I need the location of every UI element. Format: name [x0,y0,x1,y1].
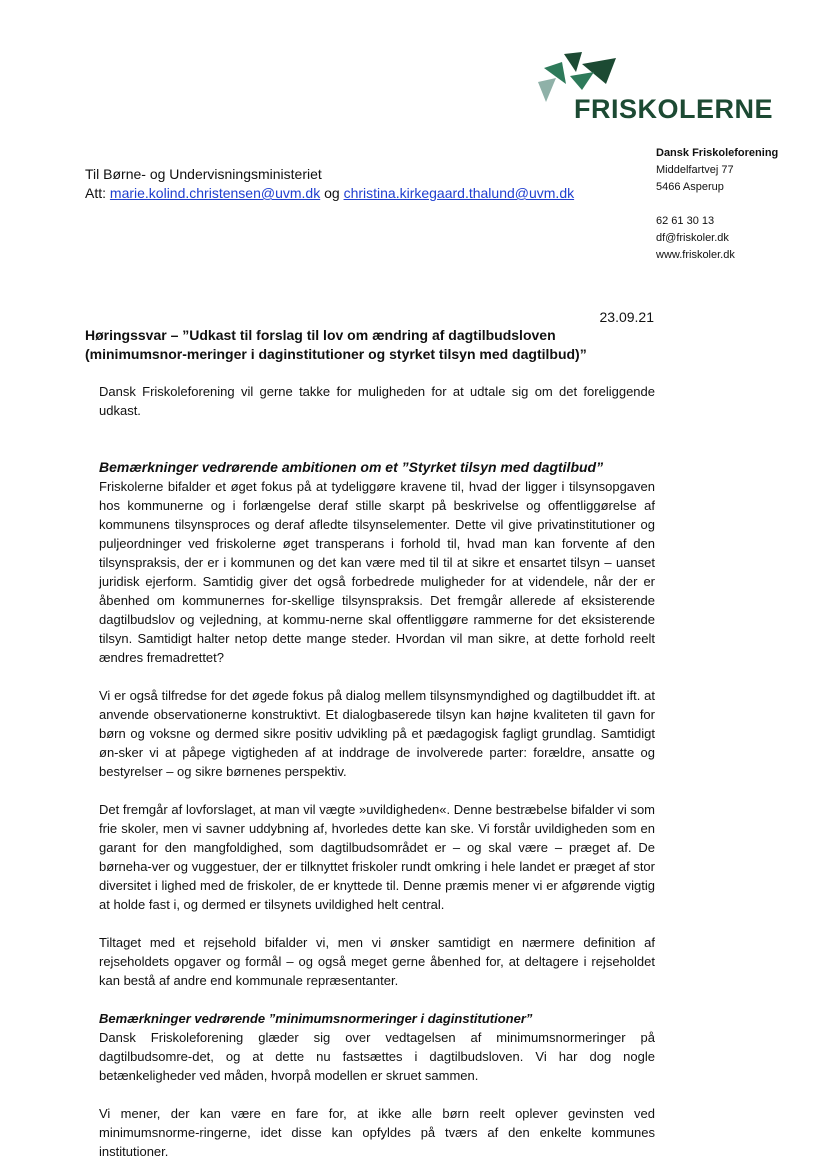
letter-date: 23.09.21 [599,309,654,325]
logo-wordmark: FRISKOLERNE [574,94,774,124]
letter-body [99,382,655,1161]
paragraph: Tiltaget med et rejsehold bifalder vi, men vi ønsker samtidigt en nærmere definition af rejseholdets opgaver og formål – og også meget gerne åbenhed for, at deltagere i rejseholdet kan bestå af andre end kommunale repræsentanter. [99,935,655,988]
att-conjunction: og [320,185,344,201]
intro-paragraph: Dansk Friskoleforening vil gerne takke for muligheden for at udtale sig om det foreliggende udkast. [99,384,655,418]
sender-phone: 62 61 30 13 [656,215,715,227]
friskolerne-logo [536,50,776,125]
sender-website: www.friskoler.dk [656,249,735,261]
section-heading-normeringer: Bemærkninger vedrørende ”minimumsnormeringer i daginstitutioner” [99,1011,533,1026]
recipient-ministry: Til Børne- og Undervisningsministeriet [85,166,322,182]
subject-heading: Høringssvar – ”Udkast til forslag til lov om ændring af dagtilbudsloven (minimumsnor-meringer i daginstitutioner og styrket tilsyn med dagtilbud)” [85,327,587,362]
section-heading-tilsyn: Bemærkninger vedrørende ambitionen om et ”Styrket tilsyn med dagtilbud” [99,459,604,475]
sender-address-street: Middelfartvej 77 [656,164,734,176]
paragraph: Det fremgår af lovforslaget, at man vil vægte »uvildigheden«. Denne bestræbelse bifalder vi som frie skoler, men vi savner uddybning af, hvorledes dette kan ske. Vi forstår uvildigheden som en garant for den mangfoldighed, som dagtilbudsområdet er – og skal være – præget af. De børneha-ver og vuggestuer, der er tilknyttet friskoler rundt omkring i hele landet er præget af stor diversitet i lighed med de friskoler, de er knyttede til. Denne præmis mener vi er afgørende vigtig at holde fast i, og dermed er tilsynets uvildighed helt central. [99,802,655,912]
recipient-att-line [85,184,574,203]
recipient-block [85,165,574,203]
paragraph: Dansk Friskoleforening glæder sig over vedtagelsen af minimumsnormeringer på dagtilbudsomre-det, og at dette nu fastsættes i dagtilbudsloven. Vi har dog nogle betænkeligheder ved måden, hvorpå modellen er skruet sammen. [99,1030,655,1083]
sender-block [656,145,778,264]
paragraph: Vi mener, der kan være en fare for, at ikke alle børn reelt oplever gevinsten ved minimumsnorme-ringerne, idet disse kan opfyldes på tværs af den enkelte kommunes institutioner. [99,1106,655,1159]
sender-email: df@friskoler.dk [656,232,729,244]
recipient-email-link-1[interactable]: marie.kolind.christensen@uvm.dk [109,185,321,201]
att-label: Att: [85,185,110,201]
sender-org: Dansk Friskoleforening [656,147,779,159]
paragraph: Friskolerne bifalder et øget fokus på at tydeliggøre kravene til, hvad der ligger i tilsynsopgaven hos kommunerne og i forlængelse deraf stille skarpt på beskrivelse og offentliggørelse af kommunens tilsynsproces og deraf afledte tilsynselementer. Dette vil give privatinstitutioner og puljeordninger ved friskolerne øget transperans i forhold til, hvad man kan forvente af den tilsynspraksis, der er i kommunen og det kan være med til til at sikre et ensartet tilsyn – uanset juridisk ejerform. Samtidig giver det også forbedrede muligheder for at videndele, når der er åbenhed om kommunernes for-skellige tilsynspraksis. Det fremgår allerede af eksisterende dagtilbudslov og vejledning, at kommu-nerne skal offentliggøre rammerne for det eksisterende tilsyn. Samtidigt halter netop dette mange steder. Hvordan vil man sikre, at dette forhold reelt ændres fremadrettet? [99,479,655,665]
paragraph: Vi er også tilfredse for det øgede fokus på dialog mellem tilsynsmyndighed og dagtilbuddet ift. at anvende observationerne konstruktivt. Et dialogbaserede tilsyn kan højne kvaliteten til gavn for børn og voksne og dermed sikre positiv udvikling på et pædagogisk fagligt grundlag. Samtidigt øn-sker vi at påpege vigtigheden af at inddrage de involverede parter: forældre, ansatte og bestyrelser – og sikre børnenes perspektiv. [99,688,655,779]
recipient-email-link-2[interactable]: christina.kirkegaard.thalund@uvm.dk [343,185,575,201]
sender-address-city: 5466 Asperup [656,181,724,193]
